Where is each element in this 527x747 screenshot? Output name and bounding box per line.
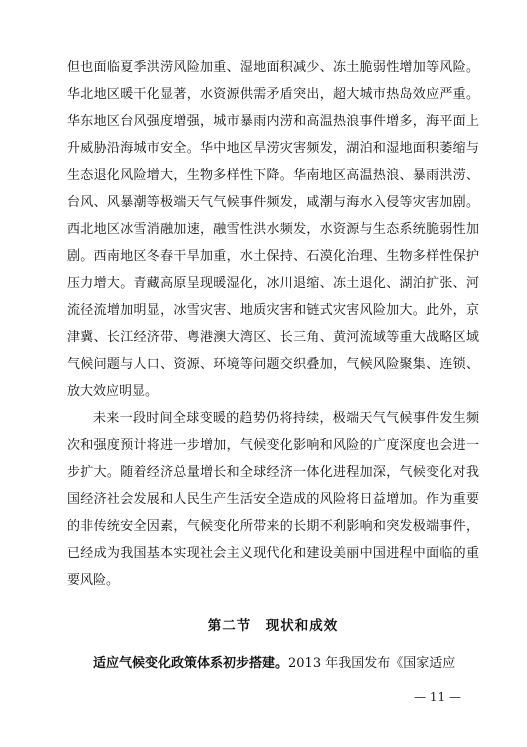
body-paragraph-2: 未来一段时间全球变暖的趋势仍将持续，极端天气气候事件发生频次和强度预计将进一步增加，气候变化影响和风险的广度深度也会进一步扩大。随着经济总量增长和全球经济一体化进程加深，气候变化对我国经济社会发展和人民生产生活安全造成的风险将日益增加。作为重要的非传统安全因素，气候变化所带来的长期不利影响和突发极端事件，已经成为我国基本实现社会主义现代化和建设美丽中国进程中面临的重要风险。 (67, 411, 479, 588)
body-paragraph-1: 但也面临夏季洪涝风险加重、湿地面积减少、冻土脆弱性增加等风险。华北地区暖干化显著，水资源供需矛盾突出，超大城市热岛效应严重。华东地区台风强度增强，城市暴雨内涝和高温热浪事件增多，海平面上升威胁沿海城市安全。华中地区旱涝灾害频发，湖泊和湿地面积萎缩与生态退化风险增大，生物多样性下降。华南地区高温热浪、暴雨洪涝、台风、风暴潮等极端天气气候事件频发，咸潮与海水入侵等灾害加剧。西北地区冰雪消融加速，融雪性洪水频发，水资源与生态系统脆弱性加剧。西南地区冬春干旱加重，水土保持、石漠化治理、生物多样性保护压力增大。青藏高原呈现暖湿化，冰川退缩、冻土退化、湖泊扩张、河流径流增加明显，冰雪灾害、地质灾害和链式灾害风险加大。此外，京津冀、长江经济带、粤港澳大湾区、长三角、黄河流域等重大战略区域气候问题与人口、资源、环境等问题交织叠加，气候风险聚集、连锁、放大效应明显。 (67, 60, 479, 399)
section-heading: 第二节 现状和成效 (207, 618, 339, 634)
lead-paragraph-text: 2013 年我国发布《国家适应 (288, 656, 456, 671)
lead-paragraph-bold: 适应气候变化政策体系初步搭建。 (93, 656, 289, 671)
document-page (67, 54, 479, 677)
page-number: — 11 — (414, 690, 461, 704)
lead-paragraph (67, 650, 479, 677)
